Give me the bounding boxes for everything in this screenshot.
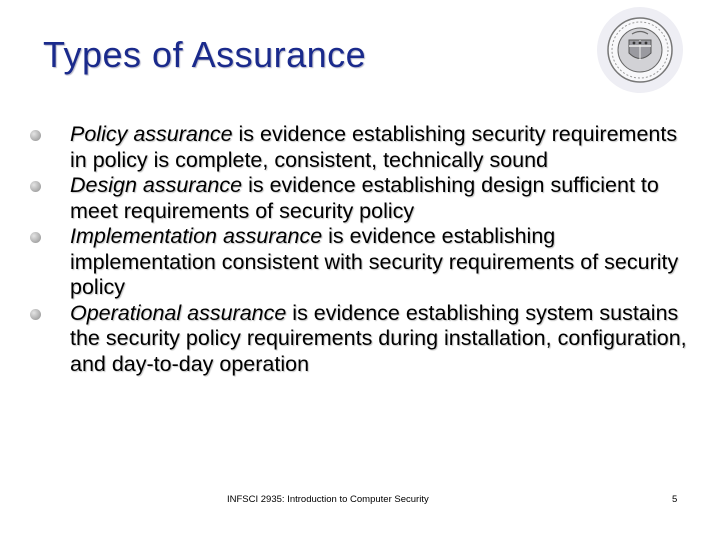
bullet-dot-icon xyxy=(30,130,41,141)
bullet-item-implementation-assurance xyxy=(0,224,720,301)
bullet-item-policy-assurance xyxy=(0,122,720,173)
footer-text: INFSCI 2935: Introduction to Computer Security xyxy=(227,494,429,505)
bullet-text: is evidence establishing design sufficient to meet requirements of security policy xyxy=(70,173,659,223)
bullet-term: Implementation assurance xyxy=(70,224,323,248)
bullet-dot-icon xyxy=(30,232,41,243)
bullet-list xyxy=(0,122,720,377)
bullet-item-design-assurance xyxy=(0,173,720,224)
bullet-text: is evidence establishing system sustains the security policy requirements during installation, configuration, and day-to-day operation xyxy=(70,300,687,376)
bullet-dot-icon xyxy=(30,309,41,320)
bullet-item-operational-assurance xyxy=(0,301,720,378)
page-number: 5 xyxy=(672,494,678,505)
university-seal-icon xyxy=(596,6,684,94)
bullet-term: Policy assurance xyxy=(70,122,233,146)
bullet-term: Operational assurance xyxy=(70,300,287,325)
bullet-text: is evidence establishing security requirements in policy is complete, consistent, technically sound xyxy=(70,122,678,172)
slide-title: Types of Assurance xyxy=(43,34,367,75)
bullet-term: Design assurance xyxy=(70,173,243,197)
bullet-text: is evidence establishing implementation consistent with security requirements of security policy xyxy=(70,224,679,299)
bullet-dot-icon xyxy=(30,181,41,192)
